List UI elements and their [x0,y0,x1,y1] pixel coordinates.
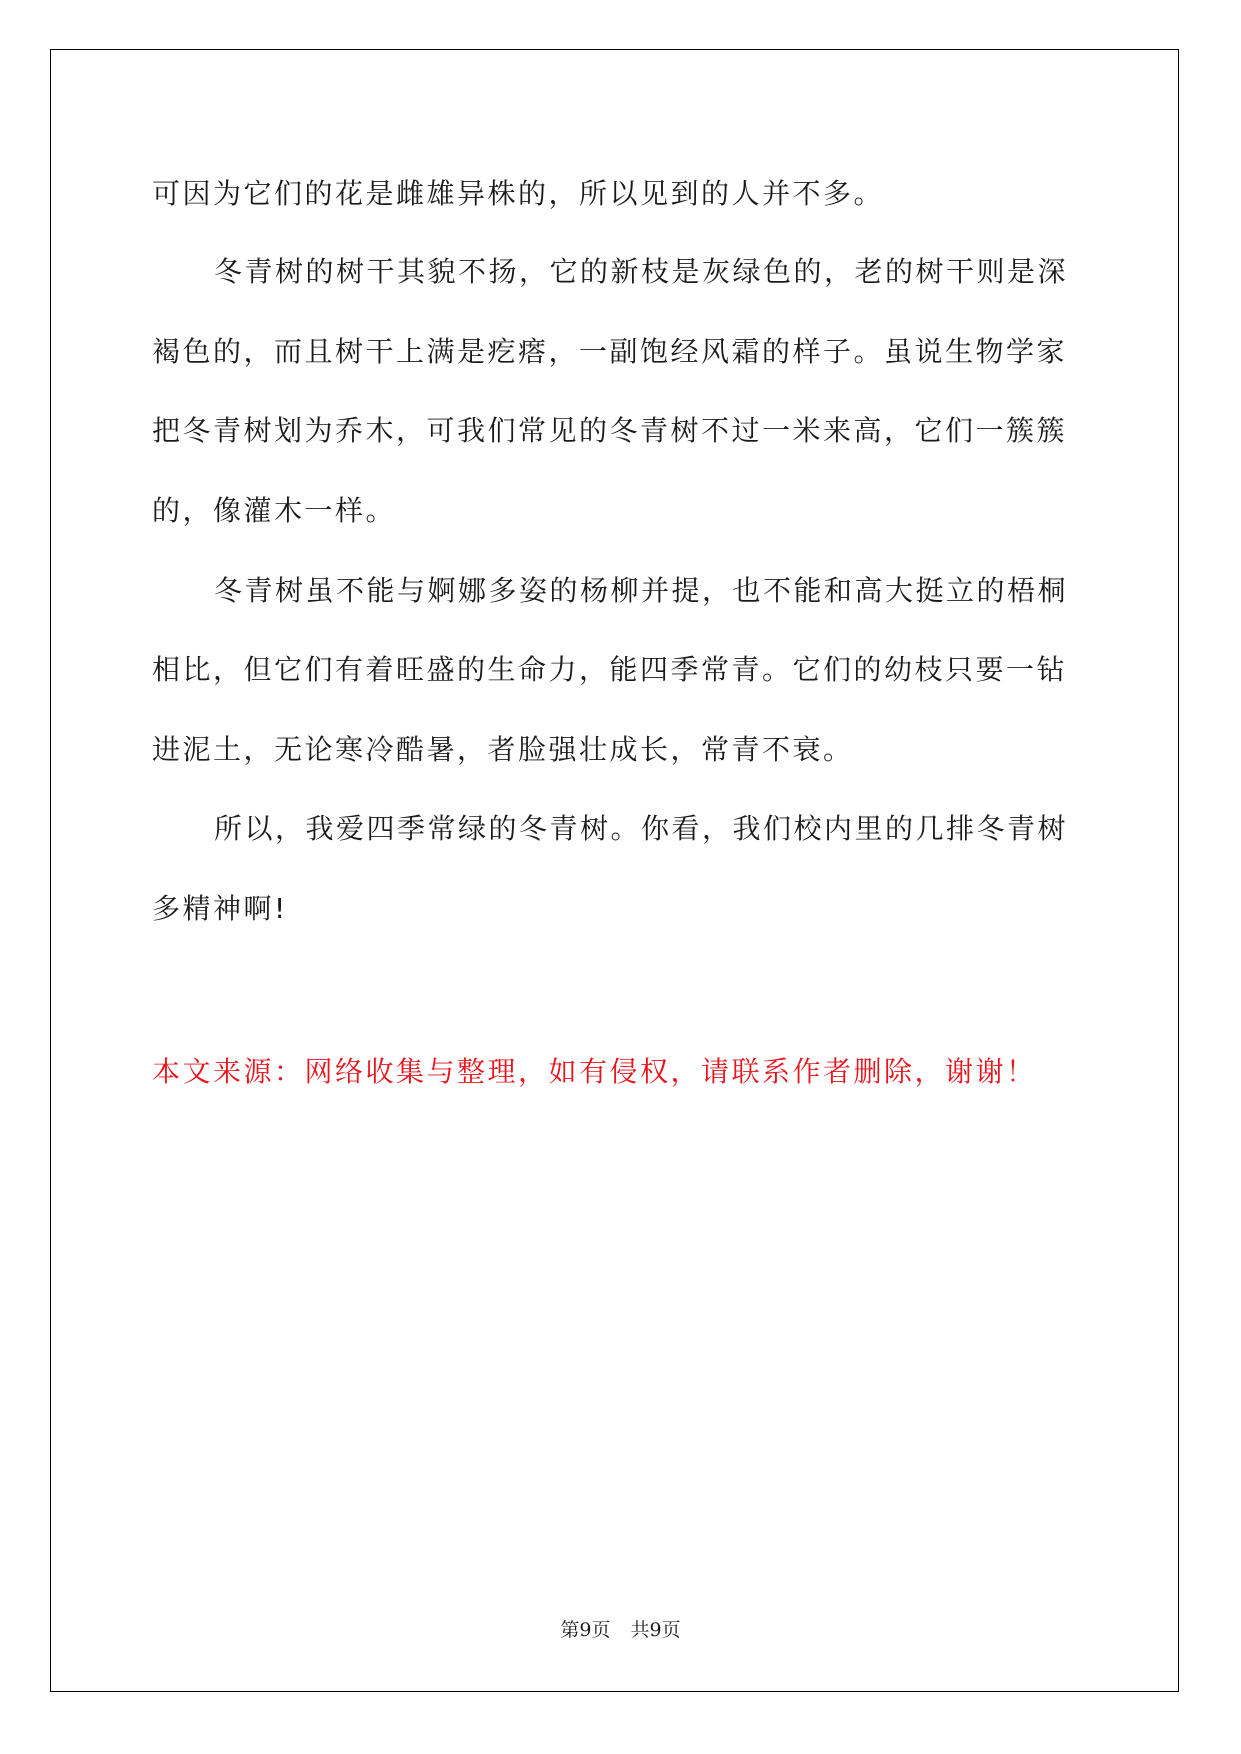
paragraph-line: 的，像灌木一样。 [152,494,397,527]
paragraph-line: 所以，我爱四季常绿的冬青树。你看，我们校内里的几排冬青树 [214,812,1069,845]
paragraph-line: 冬青树的树干其貌不扬，它的新枝是灰绿色的，老的树干则是深 [214,255,1069,288]
page-border [50,49,1179,1692]
paragraph-line: 褐色的，而且树干上满是疙瘩，一副饱经风霜的样子。虽说生物学家 [152,335,1068,368]
paragraph-line: 可因为它们的花是雌雄异株的，所以见到的人并不多。 [152,177,885,210]
current-page-label: 第9页 [560,1619,611,1641]
source-note: 本文来源：网络收集与整理，如有侵权，请联系作者删除，谢谢！ [152,1055,1037,1088]
paragraph-line: 进泥土，无论寒冷酷暑，者脸强壮成长，常青不衰。 [152,733,854,766]
paragraph-line: 冬青树虽不能与婀娜多姿的杨柳并提，也不能和高大挺立的梧桐 [214,574,1069,607]
paragraph-line: 相比，但它们有着旺盛的生命力，能四季常青。它们的幼枝只要一钻 [152,653,1068,686]
paragraph-line: 把冬青树划为乔木，可我们常见的冬青树不过一米来高，它们一簇簇 [152,414,1068,447]
paragraph-line: 多精神啊! [152,892,288,925]
total-pages-label: 共9页 [630,1619,681,1641]
page-footer [0,1618,1241,1642]
